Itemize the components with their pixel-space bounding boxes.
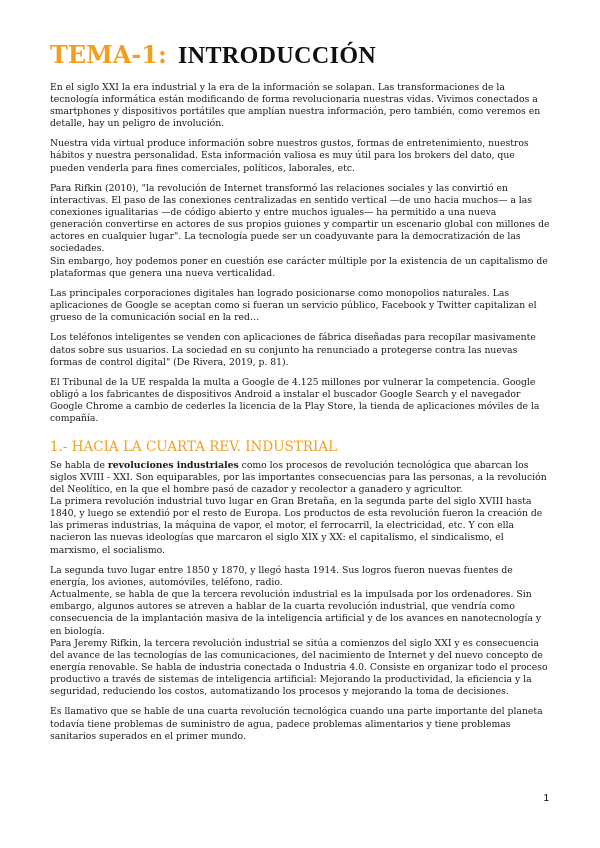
section-heading: 1.- HACIA LA CUARTA REV. INDUSTRIAL [50,438,338,455]
paragraph: La primera revolución industrial tuvo lugar en Gran Bretaña, en la segunda parte del siglo XVIII hasta 1840, y luego se extendió por el resto de Europa. Los productos de esta revolución fueron la creación de las primeras industrias, la máquina de vapor, el motor, el ferrocarril, la electricidad, etc. Y con ella nacieron las nuevas ideologías que marcaron el siglo XIX y XX: el capitalismo, el sindicalismo, el marxismo, el socialismo. [50,495,543,556]
paragraph: La segunda tuvo lugar entre 1850 y 1870, y llegó hasta 1914. Sus logros fueron nuevas fuentes de energía, los aviones, automóviles, teléfono, radio. [50,564,513,588]
paragraph: Nuestra vida virtual produce información sobre nuestros gustos, formas de entretenimiento, nuestros hábitos y nuestra personalidad. Esta información valiosa es muy útil para los brokers del dato, que pueden venderla para fines comerciales, políticos, laborales, etc. [50,138,529,174]
title-main: INTRODUCCIÓN [178,43,377,69]
paragraph: Los teléfonos inteligentes se venden con aplicaciones de fábrica diseñadas para recopilar masivamente datos sobre sus usuarios. La sociedad en su conjunto ha renunciado a protegerse contra las nuevas formas de control digital" (De Rivera, 2019, p. 81). [50,332,536,368]
paragraph: Para Jeremy Rifkin, la tercera revolución industrial se sitúa a comienzos del siglo XXI y es consecuencia del avance de las tecnologías de las comunicaciones, del nacimiento de Internet y del nuevo concepto de energía renovable. Se habla de industria conectada o Industria 4.0. Consiste en organizar todo el proceso productivo a través de sistemas de inteligencia artificial: Mejorando la productividad, la eficiencia y la seguridad, reduciendo los costos, automatizando los procesos y mejorando la toma de decisiones. [50,637,548,698]
text-run: como los procesos de revolución tecnológica que abarcan los siglos XVIII - XXI. Son equiparables, por las importantes consecuencias para las personas, a la revolución del Neolítico, en la que el hombre pasó de cazador y recolector a ganadero y agricultor. [50,459,547,495]
paragraph: En el siglo XXI la era industrial y la era de la información se solapan. Las transformaciones de la tecnología informática están modificando de forma revolucionaria nuestras vidas. Vivimos conectados a smartphones y dispositivos portátiles que amplían nuestra información, pero también, como veremos en detalle, hay un peligro de involución. [50,81,541,130]
paragraph: Es llamativo que se hable de una cuarta revolución tecnológica cuando una parte importante del planeta todavía tiene problemas de suministro de agua, padece problemas alimentarios y tiene problemas sanitarios superados en el primer mundo. [50,706,543,742]
page-title [50,36,550,70]
paragraph: Las principales corporaciones digitales han logrado posicionarse como monopolios naturales. Las aplicaciones de Google se aceptan como si fueran un servicio público, Facebook y Twitter capitalizan el grueso de la comunicación social en la red… [50,287,537,324]
title-prefix: TEMA-1: [50,40,167,69]
text-run: Se habla de [50,459,108,471]
bold-term: revoluciones industriales [107,459,239,471]
paragraph: Actualmente, se habla de que la tercera revolución industrial es la impulsada por los ordenadores. Sin embargo, algunos autores se atreven a hablar de la cuarta revolución industrial, que vendría como consecuencia de la implantación masiva de la inteligencia artificial y de los avances en nanotecnología y en biología. [50,589,542,637]
paragraph: Sin embargo, hoy podemos poner en cuestión ese carácter múltiple por la existencia de un capitalismo de plataformas que genera una nueva verticalidad. [50,255,548,279]
paragraph: El Tribunal de la UE respalda la multa a Google de 4.125 millones por vulnerar la competencia. Google obligó a los fabricantes de dispositivos Android a instalar el buscador Google Search y el navegador Google Chrome a cambio de cederles la licencia de la Play Store, la tienda de aplicaciones móviles de la compañía. [50,376,540,425]
page-content [50,36,550,751]
paragraph [50,460,550,496]
paragraph: Para Rifkin (2010), "la revolución de Internet transformó las relaciones sociales y las convirtió en interactivas. El paso de las conexiones centralizadas en sentido vertical —de uno hacia muchos— a las conexiones igualitarias —de código abierto y entre muchos iguales— ha permitido a una nueva generación convertirse en actores de sus propios guiones y compartir un escenario global con millones de actores en cualquier lugar". La tecnología puede ser un coadyuvante para la democratización de las sociedades. [50,182,550,255]
page-number: 1 [543,793,549,804]
